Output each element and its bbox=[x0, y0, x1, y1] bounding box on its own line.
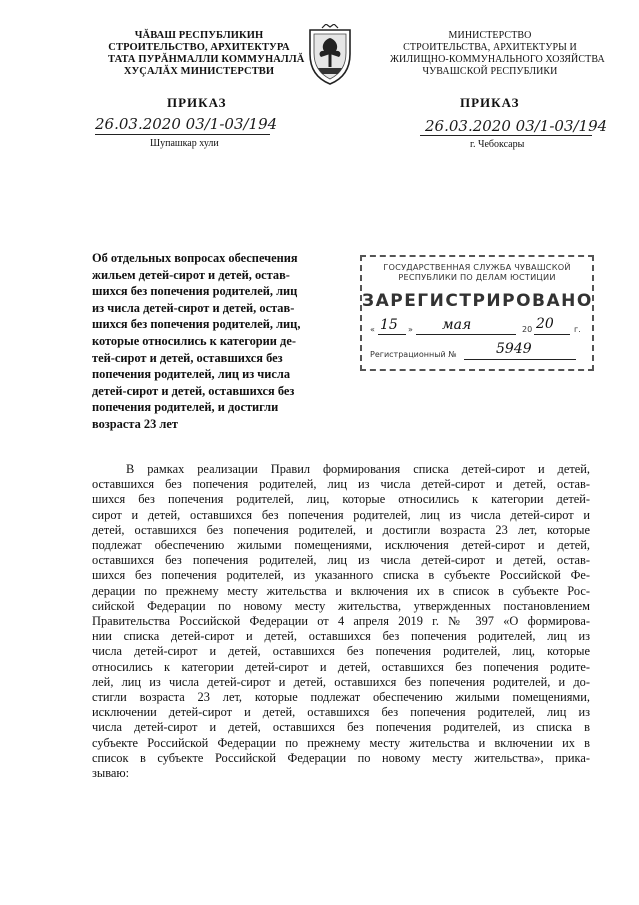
stamp-line-1: ГОСУДАРСТВЕННАЯ СЛУЖБА ЧУВАШСКОЙ bbox=[383, 262, 571, 272]
header-right bbox=[390, 30, 605, 78]
subject-line: шихся без попечения родителей, лиц, bbox=[92, 317, 301, 332]
subject-line: тей-сирот и детей, оставшихся без bbox=[92, 350, 283, 365]
subject-line: жильем детей-сирот и детей, остав- bbox=[92, 267, 290, 282]
stamp-line-2: РЕСПУБЛИКИ ПО ДЕЛАМ ЮСТИЦИИ bbox=[398, 272, 556, 282]
subject-line: которые относились к категории де- bbox=[92, 333, 296, 348]
city-right: г. Чебоксары bbox=[470, 139, 525, 150]
chuvash-emblem-icon bbox=[304, 24, 356, 86]
order-subject bbox=[92, 250, 334, 433]
stamp-reg-row bbox=[370, 341, 584, 363]
date-underline-right bbox=[420, 135, 592, 136]
order-title-left: ПРИКАЗ bbox=[167, 95, 227, 110]
body-text bbox=[92, 462, 590, 781]
subject-line: шихся без попечения родителей, лиц bbox=[92, 284, 298, 299]
stamp-reg-label: Регистрационный № bbox=[370, 350, 457, 359]
body-line: детей, оставшихся без попечения родителей, и достигли возраста 23 лет, которые bbox=[92, 522, 590, 537]
header-left-line: ХУÇАЛĂХ МИНИСТЕРСТВИ bbox=[123, 66, 275, 77]
body-line: сирот и детей, оставшихся без попечения родителей, лиц из числа детей-сирот и bbox=[92, 507, 590, 522]
stamp-day: 15 bbox=[380, 317, 398, 333]
subject-line: из числа детей-сирот и детей, остав- bbox=[92, 300, 295, 315]
header-right-line: ЖИЛИЩНО-КОММУНАЛЬНОГО ХОЗЯЙСТВА bbox=[390, 54, 605, 65]
body-line: сийской Федерации по новому месту жительства, утвержденных постановлением bbox=[92, 598, 590, 613]
subject-line: попечения родителей, лиц из числа bbox=[92, 367, 291, 382]
stamp-open-quote: « bbox=[370, 325, 375, 334]
body-line: В рамках реализации Правил формирования списка детей-сирот и детей, bbox=[126, 462, 590, 476]
stamp-day-underline bbox=[378, 334, 406, 335]
body-line: субъекте Российской Федерации по прежнему месту жительства и включении их в bbox=[92, 735, 590, 750]
subject-line: Об отдельных вопросах обеспечения bbox=[92, 251, 298, 265]
header-left-line: ЧĂВАШ РЕСПУБЛИКИН bbox=[134, 30, 264, 41]
body-line: дерации по прежнему месту жительства и включения их в список в субъекте Рос- bbox=[92, 583, 590, 598]
body-line: стигли возраста 23 лет, которые подлежат обеспечению жилыми помещениями, bbox=[92, 690, 590, 705]
body-line: оставшихся без попечения родителей, лиц из числа детей-сирот и детей, остав- bbox=[92, 553, 590, 568]
body-line: лей, лиц из числа детей-сирот и детей, оставшихся без попечения родителей, и до- bbox=[92, 674, 590, 689]
body-line: шихся без попечения родителей, лиц, которые относились к категории детей- bbox=[92, 492, 590, 507]
stamp-month: мая bbox=[442, 317, 472, 333]
date-underline-left bbox=[95, 134, 270, 135]
header-left bbox=[108, 30, 305, 78]
stamp-year-prefix: 20 bbox=[522, 325, 533, 334]
stamp-reg-number: 5949 bbox=[496, 341, 532, 357]
body-line: числа детей-сирот и детей, оставшихся без попечения родителей, лиц, которые bbox=[92, 644, 590, 659]
header-right-line: МИНИСТЕРСТВО bbox=[448, 30, 532, 41]
stamp-year-unit: г. bbox=[574, 325, 581, 334]
body-line: подлежат обеспечению жилыми помещениями, исключения детей-сирот и детей, bbox=[92, 538, 590, 553]
subject-line: возраста 23 лет bbox=[92, 416, 178, 431]
body-line: Правительства Российской Федерации от 4 апреля 2019 г. № 397 «О формирова- bbox=[92, 614, 590, 629]
body-line: числа детей-сирот и детей, оставшихся без попечения родителей, из списка в bbox=[92, 720, 590, 735]
header-left-line: ТАТА ПУРĂНМАЛЛИ КОММУНАЛЛĂ bbox=[108, 54, 305, 65]
handwritten-date-number-left: 26.03.2020 03/1-03/194 bbox=[95, 115, 278, 133]
body-line: относились к категории детей-сирот и детей, оставшихся без попечения родите- bbox=[92, 659, 590, 674]
body-line: шихся без попечения родителей, из указанного списка в субъекте Российской Фе- bbox=[92, 568, 590, 583]
subject-line: попечения родителей, и достигли bbox=[92, 400, 279, 415]
body-line: исключении детей-сирот и детей, оставшихся без попечения родителей, лиц из bbox=[92, 705, 590, 720]
body-line: зываю: bbox=[92, 766, 130, 781]
stamp-registered: ЗАРЕГИСТРИРОВАНО bbox=[362, 291, 593, 311]
stamp-year-suffix: 20 bbox=[536, 316, 554, 332]
stamp-close-quote: » bbox=[408, 325, 413, 334]
header-right-line: СТРОИТЕЛЬСТВА, АРХИТЕКТУРЫ И bbox=[403, 42, 577, 53]
stamp-reg-underline bbox=[464, 359, 576, 360]
city-left: Шупашкар хули bbox=[150, 138, 219, 149]
header-right-line: ЧУВАШСКОЙ РЕСПУБЛИКИ bbox=[422, 66, 558, 77]
subject-line: детей-сирот и детей, оставшихся без bbox=[92, 383, 295, 398]
body-line: список в субъекте Российской Федерации по новому месту жительства», прика- bbox=[92, 750, 590, 765]
body-line: нии списка детей-сирот и детей, оставшихся без попечения родителей, лиц из bbox=[92, 629, 590, 644]
order-title-right: ПРИКАЗ bbox=[460, 95, 520, 110]
registration-stamp bbox=[360, 255, 594, 371]
header-left-line: СТРОИТЕЛЬСТВО, АРХИТЕКТУРА bbox=[108, 42, 290, 53]
stamp-month-underline bbox=[416, 334, 516, 335]
body-line: оставшихся без попечения родителей, лиц из числа детей-сирот и детей, остав- bbox=[92, 477, 590, 492]
stamp-date-row bbox=[370, 316, 584, 337]
stamp-year-underline bbox=[534, 334, 570, 335]
handwritten-date-number-right: 26.03.2020 03/1-03/194 bbox=[425, 117, 608, 135]
